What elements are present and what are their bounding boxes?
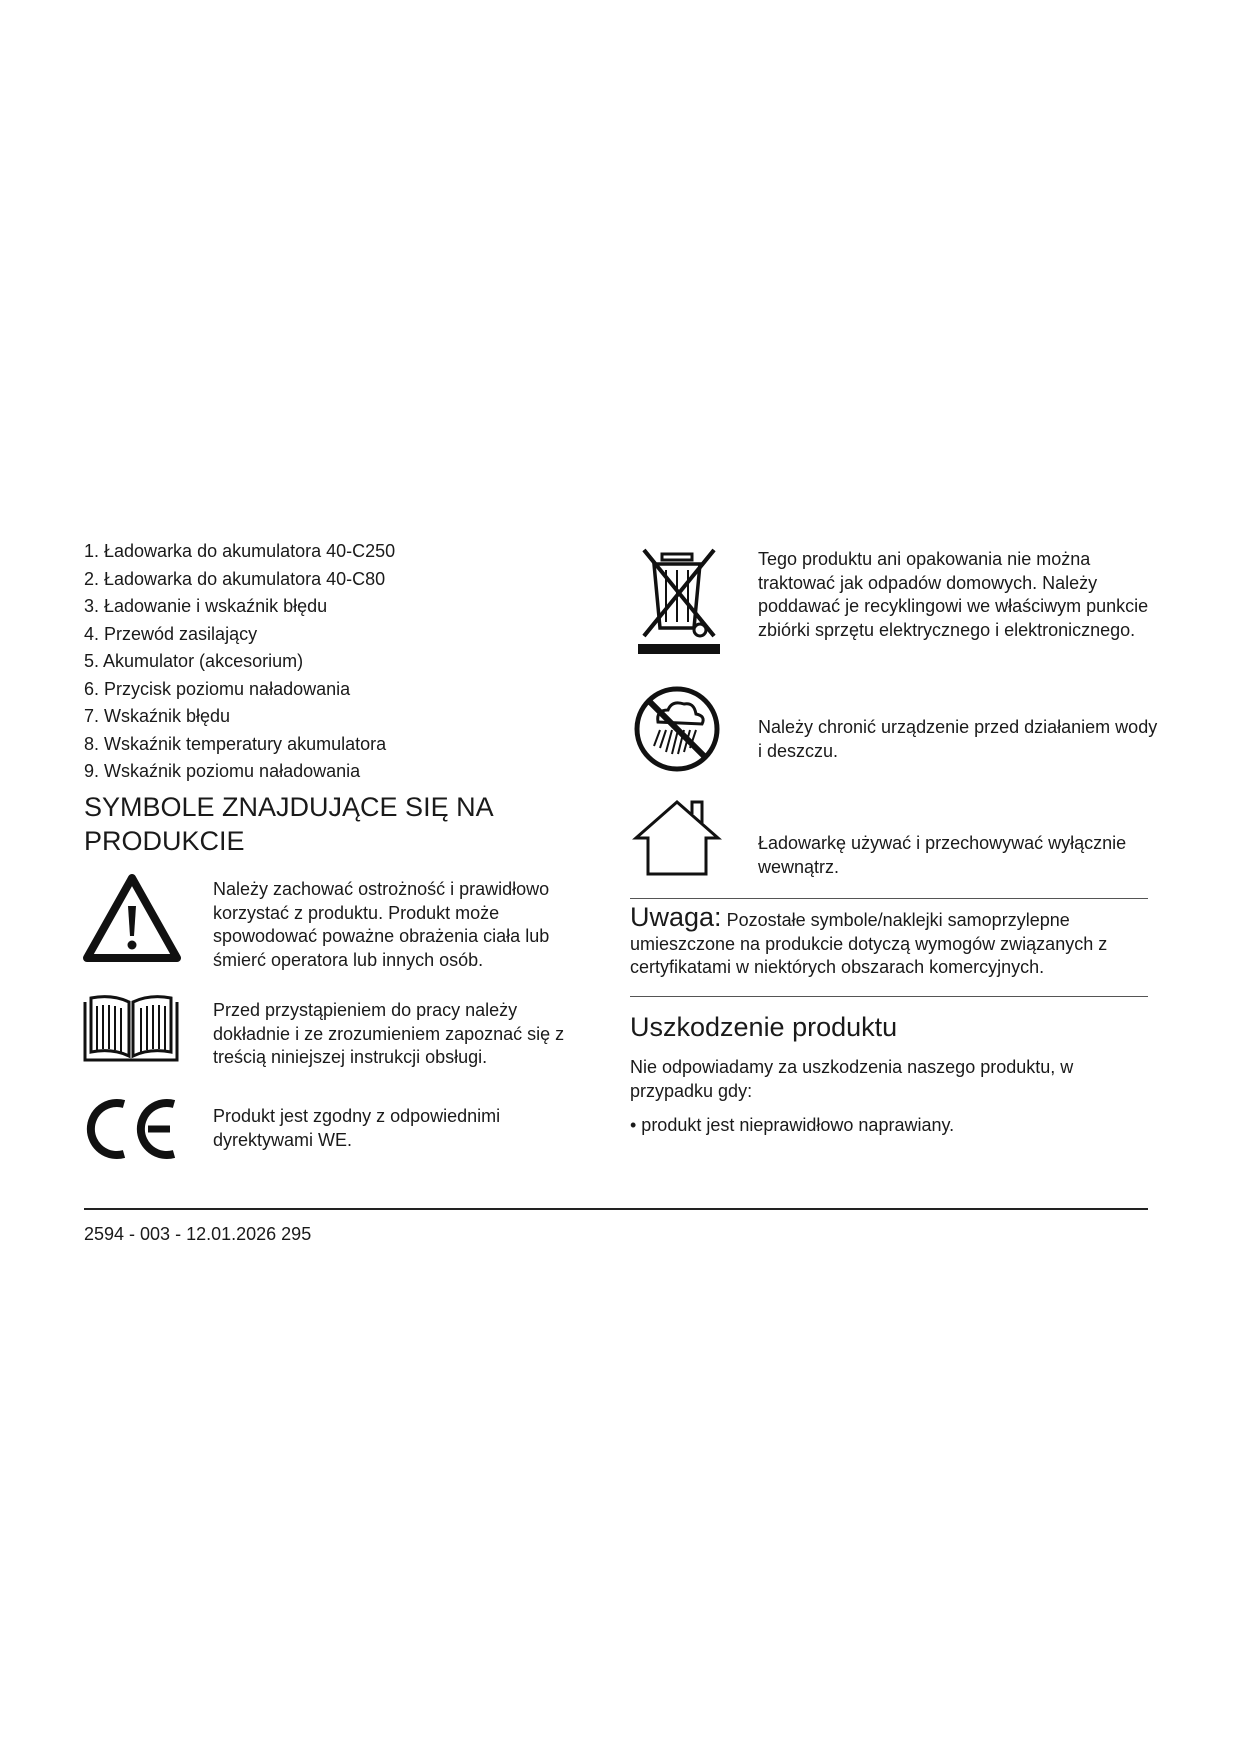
page-number: 295: [281, 1224, 312, 1244]
indoor-description: Ładowarkę używać i przechowywać wyłącznie wewnątrz.: [758, 833, 1127, 877]
list-item: 6. Przycisk poziomu naładowania: [84, 678, 351, 699]
damage-heading: Uszkodzenie produktu: [630, 1012, 898, 1042]
list-item: 1. Ładowarka do akumulatora 40-C250: [84, 541, 396, 561]
weee-description: Tego produktu ani opakowania nie można traktować jak odpadów domowych. Należy poddawać je recyklingowi we właściwym punkcie zbiórki sprzętu elektrycznego i elektronicznego.: [758, 549, 1149, 640]
list-item: 4. Przewód zasilający: [84, 623, 258, 644]
warning-triangle-icon: [82, 872, 182, 964]
note-paragraph: [630, 902, 1150, 980]
note-label: Uwaga:: [630, 902, 722, 932]
divider: [630, 996, 1148, 997]
damage-intro: Nie odpowiadamy za uszkodzenia naszego produktu, w przypadku gdy:: [630, 1057, 1074, 1101]
damage-bullet: • produkt jest nieprawidłowo naprawiany.: [630, 1115, 955, 1135]
parts-list: [84, 538, 395, 786]
manual-description: Przed przystąpieniem do pracy należy dokładnie i ze zrozumieniem zapoznać się z treścią niniejszej instrukcji obsługi.: [213, 1000, 565, 1067]
footer-rule: [84, 1208, 1148, 1210]
ce-mark-icon: [82, 1096, 182, 1162]
warning-description: Należy zachować ostrożność i prawidłowo korzystać z produktu. Produkt może spowodować poważne obrażenia ciała lub śmierć operatora lub innych osób.: [213, 879, 550, 970]
symbols-heading: SYMBOLE ZNAJDUJĄCE SIĘ NA PRODUKCIE: [84, 792, 493, 856]
list-item: 2. Ładowarka do akumulatora 40-C80: [84, 568, 386, 589]
indoor-house-icon: [630, 798, 724, 878]
manual-book-icon: [82, 994, 180, 1064]
weee-bin-icon: [636, 544, 722, 656]
list-item: 5. Akumulator (akcesorium): [84, 651, 304, 671]
no-rain-icon: [632, 684, 722, 774]
no-rain-description: Należy chronić urządzenie przed działaniem wody i deszczu.: [758, 717, 1158, 761]
divider: [630, 898, 1148, 899]
list-item: 7. Wskaźnik błędu: [84, 706, 231, 726]
footer: [84, 1224, 311, 1245]
ce-description: Produkt jest zgodny z odpowiednimi dyrektywami WE.: [213, 1106, 501, 1150]
doc-id: 2594 - 003 - 12.01.2026: [84, 1224, 277, 1244]
note-text: Pozostałe symbole/naklejki samoprzylepne umieszczone na produkcie dotyczą wymogów związanych z certyfikatami w niektórych obszarach komercyjnych.: [630, 910, 1108, 977]
list-item: 3. Ładowanie i wskaźnik błędu: [84, 596, 328, 616]
list-item: 8. Wskaźnik temperatury akumulatora: [84, 733, 387, 754]
list-item: 9. Wskaźnik poziomu naładowania: [84, 761, 361, 781]
